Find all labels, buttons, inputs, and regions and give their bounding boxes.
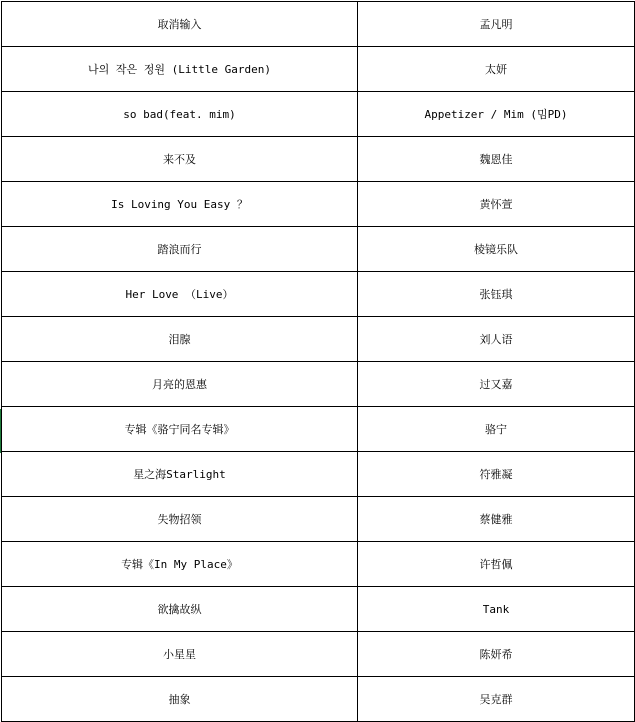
- song-title-cell[interactable]: so bad(feat. mim): [2, 92, 358, 137]
- table-row: [2, 542, 635, 587]
- table-row: [2, 272, 635, 317]
- artist-cell[interactable]: 吴克群: [358, 677, 635, 722]
- song-title-cell[interactable]: 小星星: [2, 632, 358, 677]
- song-title-cell[interactable]: 月亮的恩惠: [2, 362, 358, 407]
- song-title-cell[interactable]: 星之海Starlight: [2, 452, 358, 497]
- table-row: [2, 452, 635, 497]
- table-row: [2, 317, 635, 362]
- table-row: [2, 407, 635, 452]
- artist-cell[interactable]: 孟凡明: [358, 2, 635, 47]
- table-row: [2, 137, 635, 182]
- artist-cell[interactable]: 骆宁: [358, 407, 635, 452]
- table-row: [2, 632, 635, 677]
- song-title-cell[interactable]: Her Love （Live）: [2, 272, 358, 317]
- artist-cell[interactable]: 张钰琪: [358, 272, 635, 317]
- song-title-cell[interactable]: 失物招领: [2, 497, 358, 542]
- table-row: [2, 587, 635, 632]
- artist-cell[interactable]: 过又嘉: [358, 362, 635, 407]
- artist-cell[interactable]: 许哲佩: [358, 542, 635, 587]
- song-title-cell[interactable]: 欲擒故纵: [2, 587, 358, 632]
- artist-cell[interactable]: 棱镜乐队: [358, 227, 635, 272]
- artist-cell[interactable]: 刘人语: [358, 317, 635, 362]
- artist-cell[interactable]: Appetizer / Mim (밈PD): [358, 92, 635, 137]
- artist-cell[interactable]: 黄怀萱: [358, 182, 635, 227]
- table-row: [2, 677, 635, 722]
- table-row: [2, 92, 635, 137]
- table-row: [2, 2, 635, 47]
- table-row: [2, 497, 635, 542]
- artist-cell[interactable]: 太妍: [358, 47, 635, 92]
- song-title-cell[interactable]: 专辑《In My Place》: [2, 542, 358, 587]
- song-table: [1, 1, 635, 722]
- song-title-cell[interactable]: 专辑《骆宁同名专辑》: [2, 407, 358, 452]
- artist-cell[interactable]: 蔡健雅: [358, 497, 635, 542]
- artist-cell[interactable]: 陈妍希: [358, 632, 635, 677]
- table-row: [2, 362, 635, 407]
- song-title-cell[interactable]: 泪腺: [2, 317, 358, 362]
- table-row: [2, 227, 635, 272]
- artist-cell[interactable]: Tank: [358, 587, 635, 632]
- artist-cell[interactable]: 魏恩佳: [358, 137, 635, 182]
- table-row: [2, 182, 635, 227]
- song-title-cell[interactable]: 나의 작은 정원 (Little Garden): [2, 47, 358, 92]
- artist-cell[interactable]: 符雅凝: [358, 452, 635, 497]
- song-title-cell[interactable]: 抽象: [2, 677, 358, 722]
- song-title-cell[interactable]: 取消输入: [2, 2, 358, 47]
- song-title-cell[interactable]: 来不及: [2, 137, 358, 182]
- table-row: [2, 47, 635, 92]
- song-title-cell[interactable]: Is Loving You Easy ？: [2, 182, 358, 227]
- song-title-cell[interactable]: 踏浪而行: [2, 227, 358, 272]
